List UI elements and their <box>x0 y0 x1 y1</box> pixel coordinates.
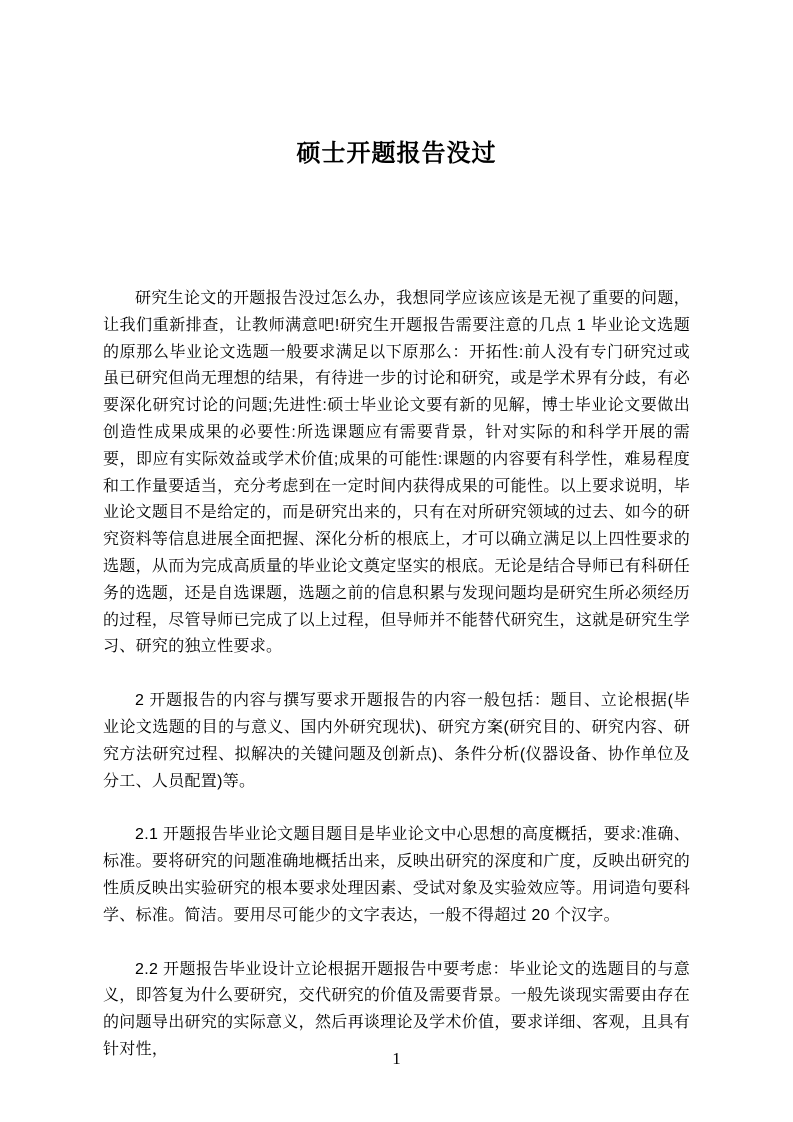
paragraph-2-1: 2.1 开题报告毕业论文题目题目是毕业论文中心思想的高度概括，要求:准确、标准。要将研究的问题准确地概括出来，反映出研究的深度和广度，反映出研究的性质反映出实验研究的根本要求处理因素、受试对象及实验效应等。用词造句要科学、标准。简洁。要用尽可能少的文字表达，一般不得超过 20 个汉字。 <box>103 826 690 924</box>
document-title: 硕士开题报告没过 <box>296 140 497 167</box>
paragraph-2-2: 2.2 开题报告毕业设计立论根据开题报告中要考虑：毕业论文的选题目的与意义，即答复为什么要研究，交代研究的价值及需要背景。一般先谈现实需要由存在的问题导出研究的实际意义，然后再谈理论及学术价值，要求详细、客观，且具有针对性， <box>103 960 690 1058</box>
page-number: 1 <box>392 1049 401 1068</box>
document-body <box>103 286 690 1091</box>
paragraph-1: 研究生论文的开题报告没过怎么办，我想同学应该应该是无视了重要的问题，让我们重新排查，让教师满意吧!研究生开题报告需要注意的几点 1 毕业论文选题的原那么毕业论文选题一般要求满足以下原那么：开拓性:前人没有专门研究过或虽已研究但尚无理想的结果，有待进一步的讨论和研究，或是学术界有分歧，有必要深化研究讨论的问题;先进性:硕士毕业论文要有新的见解，博士毕业论文要做出创造性成果成果的必要性:所选课题应有需要背景，针对实际的和科学开展的需要，即应有实际效益或学术价值;成果的可能性:课题的内容要有科学性，难易程度和工作量要适当，充分考虑到在一定时间内获得成果的可能性。以上要求说明，毕业论文题目不是给定的，而是研究出来的，只有在对所研究领域的过去、如今的研究资料等信息进展全面把握、深化分析的根底上，才可以确立满足以上四性要求的选题，从而为完成高质量的毕业论文奠定坚实的根底。无论是结合导师已有科研任务的选题，还是自选课题，选题之前的信息积累与发现问题均是研究生所必须经历的过程，尽管导师已完成了以上过程，但导师并不能替代研究生，这就是研究生学习、研究的独立性要求。 <box>103 290 690 656</box>
paragraph-2: 2 开题报告的内容与撰写要求开题报告的内容一般包括：题目、立论根据(毕业论文选题的目的与意义、国内外研究现状)、研究方案(研究目的、研究内容、研究方法研究过程、拟解决的关键问题及创新点)、条件分析(仪器设备、协作单位及分工、人员配置)等。 <box>103 692 690 790</box>
